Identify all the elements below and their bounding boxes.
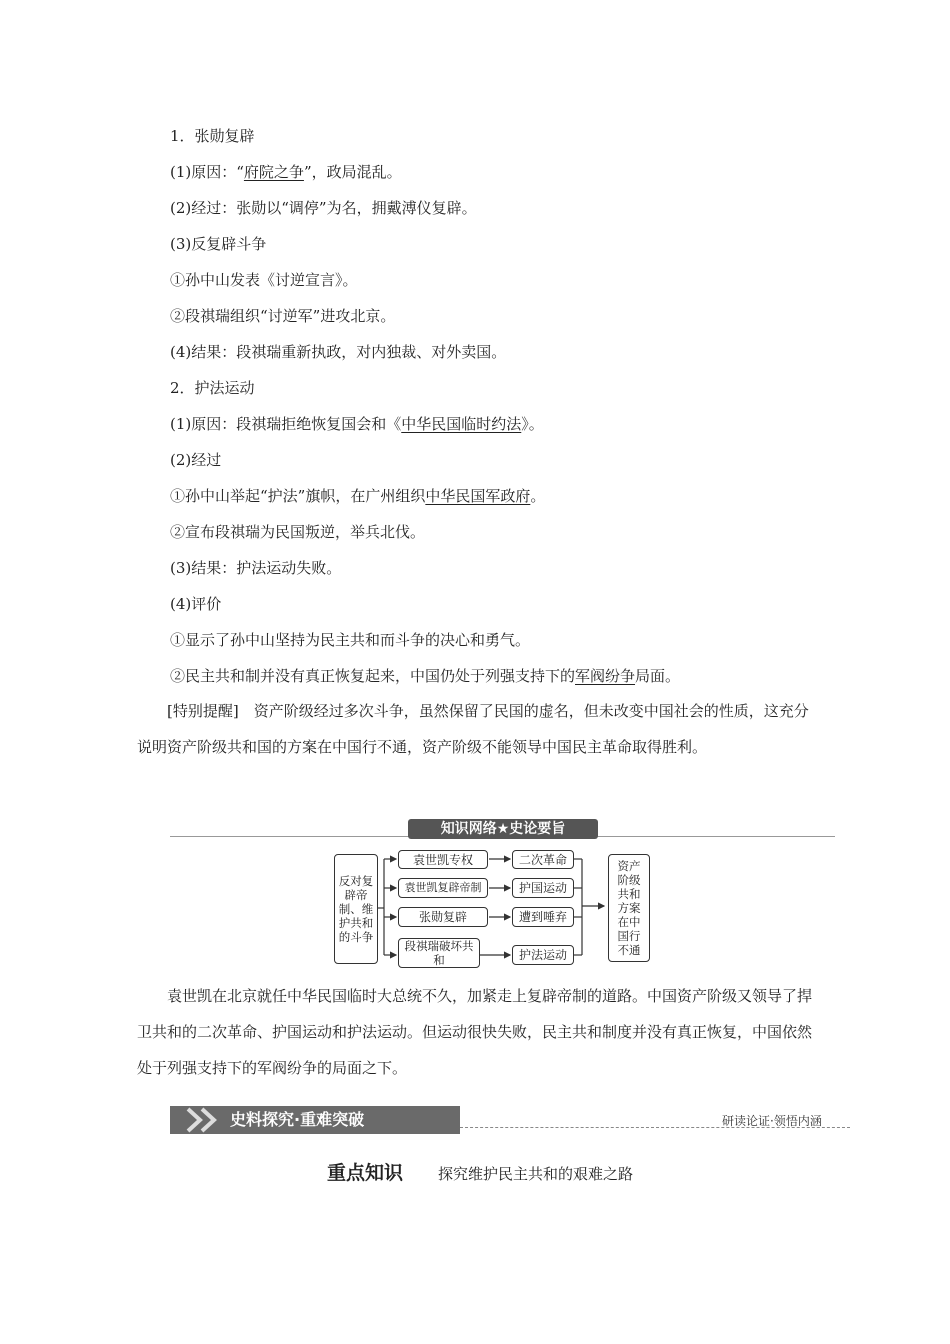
content-line: (3)反复辟斗争 xyxy=(170,235,267,253)
content-line: ①孙中山发表《讨逆宣言》。 xyxy=(170,271,358,289)
content-line: 2．护法运动 xyxy=(170,379,255,397)
summary-paragraph: 袁世凯在北京就任中华民国临时大总统不久，加紧走上复辟帝制的道路。中国资产阶级又领导了捍卫共和的二次革命、护国运动和护法运动。但运动很快失败，民主共和制度并没有真正恢复，中国依然处于列强支持下的军阀纷争的局面之下。 xyxy=(137,987,813,1077)
content-line: 1．张勋复辟 xyxy=(170,127,255,145)
chevron-icon xyxy=(184,1106,234,1134)
content-line: (3)结果：护法运动失败。 xyxy=(170,559,342,577)
conclusion-box: 资产阶级共和方案在中国行不通 xyxy=(608,854,650,962)
section-banner-subtitle: 研读论证·领悟内涵 xyxy=(722,1114,822,1128)
result-box-2: 护国运动 xyxy=(512,878,574,898)
underlined-term: 中华民国军政府 xyxy=(425,487,531,505)
key-knowledge-subtitle: 探究维护民主共和的艰难之路 xyxy=(438,1165,634,1183)
section-banner-title: 史料探究·重难突破 xyxy=(230,1110,365,1129)
content-line: (4)评价 xyxy=(170,595,222,613)
content-line xyxy=(170,666,680,686)
diagram-arrows xyxy=(332,848,652,968)
mid-box-2: 袁世凯复辟帝制 xyxy=(398,878,488,898)
line-prefix: (1)原因：段祺瑞拒绝恢复国会和《 xyxy=(170,415,402,433)
content-line: (2)经过 xyxy=(170,451,222,469)
underlined-term: 府院之争 xyxy=(243,163,304,181)
line-prefix: ②民主共和制并没有真正恢复起来，中国仍处于列强支持下的 xyxy=(170,667,576,685)
line-prefix: ①孙中山举起“护法”旗帜，在广州组织 xyxy=(170,487,426,505)
line-suffix: 》。 xyxy=(521,415,544,433)
line-suffix: 。 xyxy=(530,487,546,505)
result-box-3: 遭到唾弃 xyxy=(512,907,574,927)
content-line xyxy=(170,414,544,434)
section-banner xyxy=(170,1106,460,1134)
content-line: (4)结果：段祺瑞重新执政，对内独裁、对外卖国。 xyxy=(170,343,507,361)
knowledge-network-header xyxy=(170,815,835,843)
result-box-4: 护法运动 xyxy=(512,945,574,965)
content-line: ②宣布段祺瑞为民国叛逆，举兵北伐。 xyxy=(170,523,426,541)
mid-box-3: 张勋复辟 xyxy=(398,907,488,927)
result-box-1: 二次革命 xyxy=(512,850,574,869)
line-suffix: 局面。 xyxy=(635,667,681,685)
knowledge-network-diagram xyxy=(332,848,652,968)
content-line xyxy=(170,486,545,506)
line-prefix: (1)原因：“ xyxy=(170,163,244,181)
content-line xyxy=(170,162,402,182)
knowledge-network-title: 知识网络★史论要旨 xyxy=(408,819,598,839)
mid-box-1: 袁世凯专权 xyxy=(398,850,488,869)
content-line: (2)经过：张勋以“调停”为名，拥戴溥仪复辟。 xyxy=(170,199,477,217)
struggle-box: 反对复辟帝制、维护共和的斗争 xyxy=(334,854,378,964)
underlined-term: 中华民国临时约法 xyxy=(401,415,522,433)
content-line: ①显示了孙中山坚持为民主共和而斗争的决心和勇气。 xyxy=(170,631,531,649)
special-tip: [特别提醒] 资产阶级经过多次斗争，虽然保留了民国的虚名，但未改变中国社会的性质，这充分说明资产阶级共和国的方案在中国行不通，资产阶级不能领导中国民主革命取得胜利。 xyxy=(137,702,809,756)
content-line: ②段祺瑞组织“讨逆军”进攻北京。 xyxy=(170,307,396,325)
mid-box-4: 段祺瑞破坏共和 xyxy=(398,938,480,968)
line-suffix: ”，政局混乱。 xyxy=(303,163,402,181)
underlined-term: 军阀纷争 xyxy=(575,667,636,685)
key-knowledge-title: 重点知识 xyxy=(327,1162,404,1184)
